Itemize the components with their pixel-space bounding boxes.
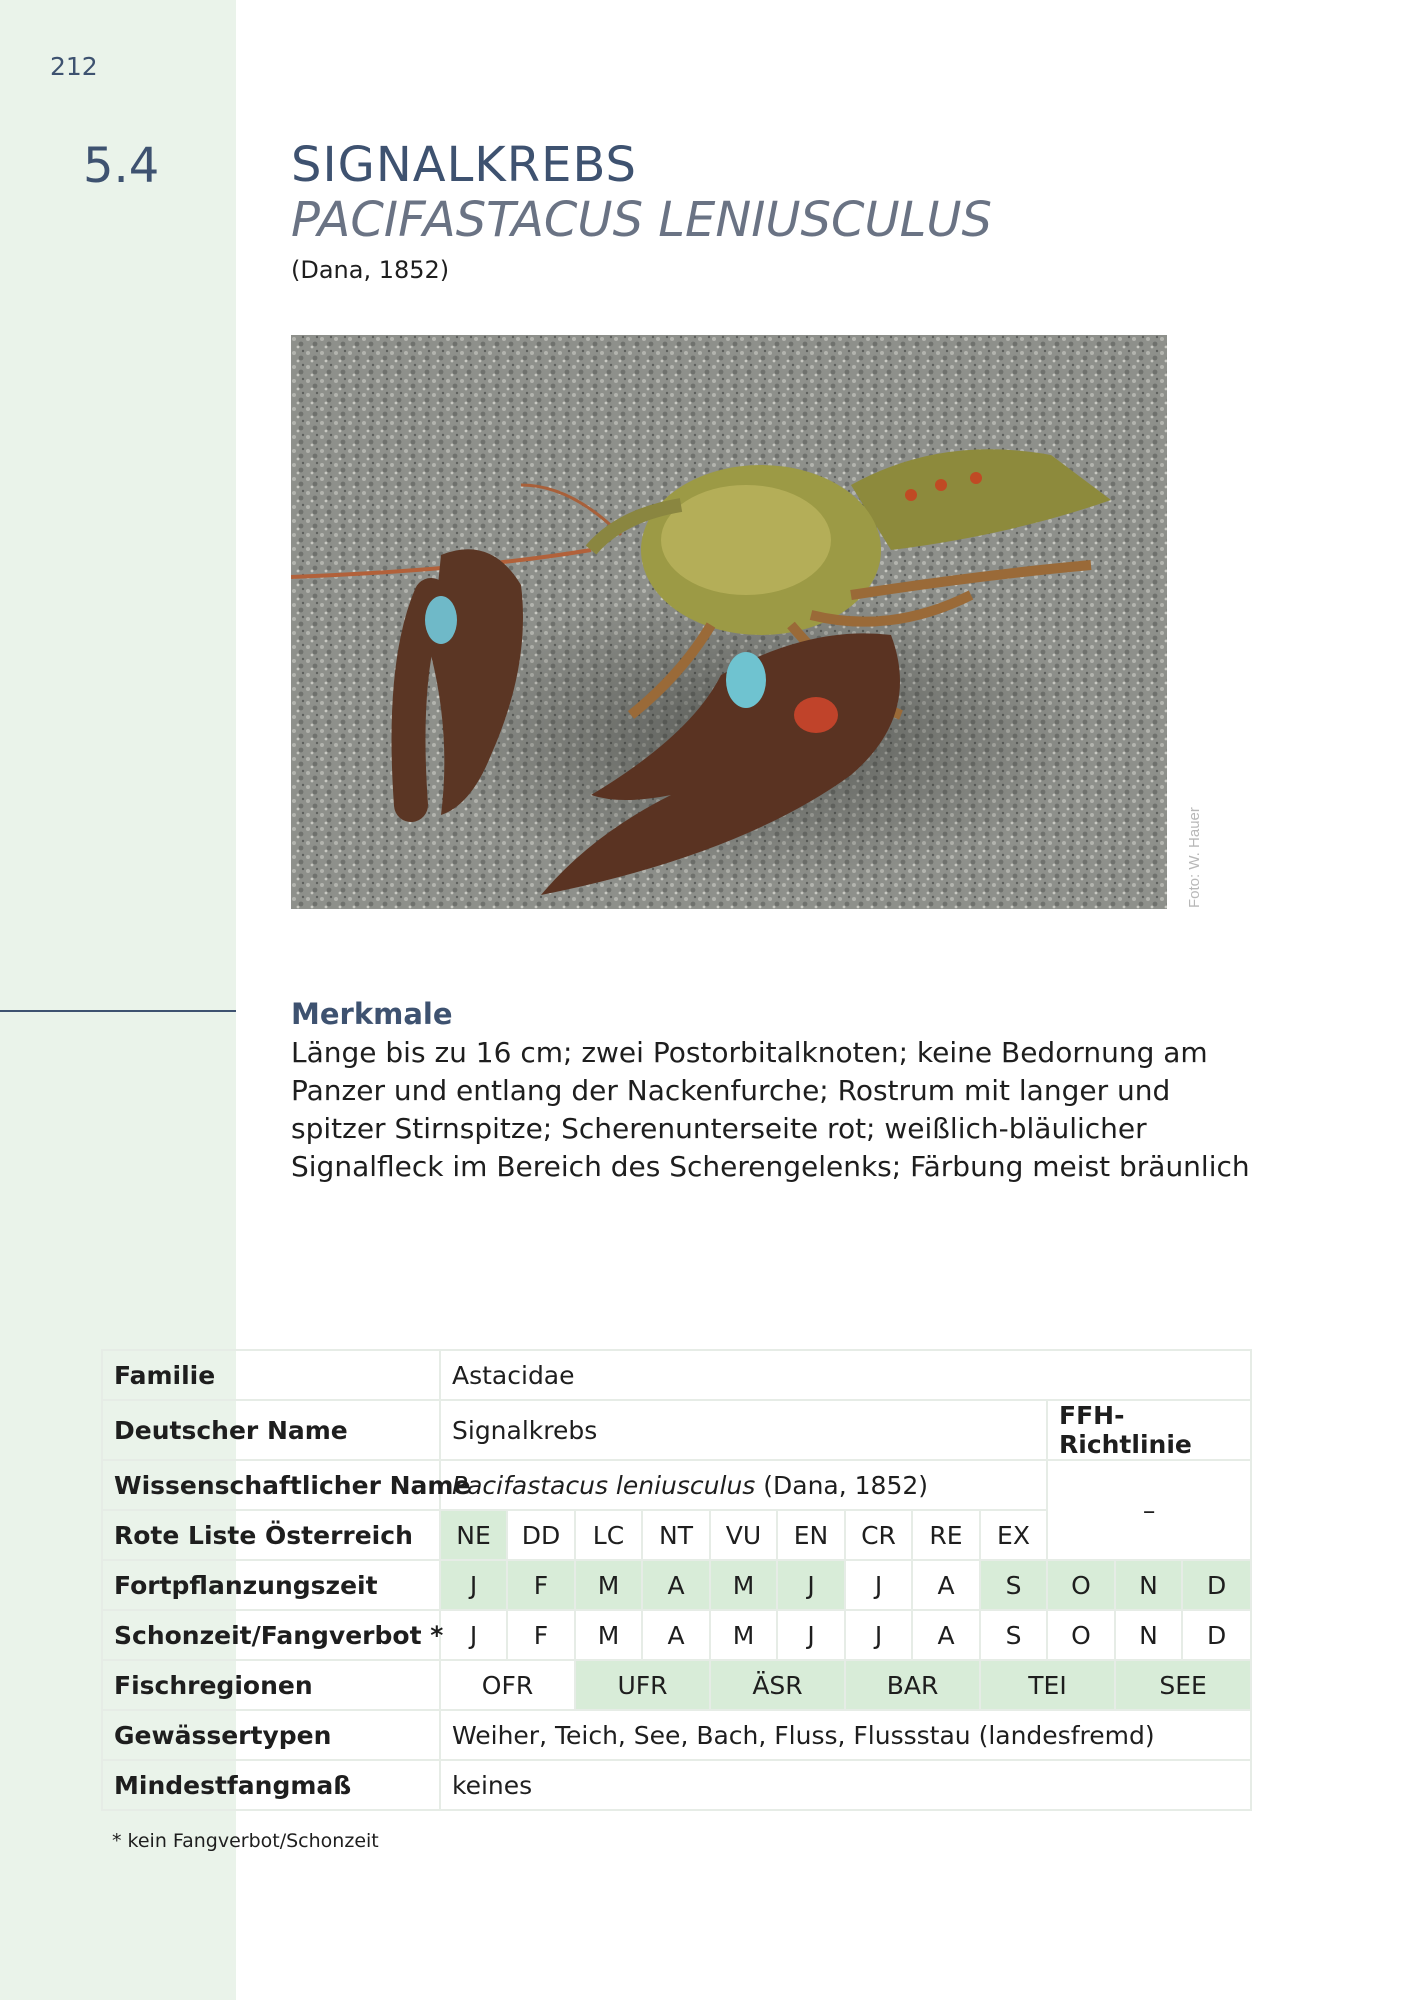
label-german-name: Deutscher Name: [102, 1400, 440, 1460]
fish-region-cell: TEI: [980, 1660, 1115, 1710]
fish-region-cell: BAR: [845, 1660, 980, 1710]
closed-season-month: N: [1115, 1610, 1182, 1660]
closed-season-month: D: [1182, 1610, 1251, 1660]
closed-season-month: A: [912, 1610, 980, 1660]
reproduction-month: D: [1182, 1560, 1251, 1610]
features-section: [291, 996, 1251, 1186]
crayfish-photo: [291, 335, 1167, 909]
label-closed-season: Schonzeit/Fangverbot *: [102, 1610, 440, 1660]
row-min-size: [102, 1760, 1251, 1810]
reproduction-month: O: [1047, 1560, 1115, 1610]
page-number: 212: [50, 52, 98, 81]
label-red-list: Rote Liste Österreich: [102, 1510, 440, 1560]
closed-season-month: A: [642, 1610, 710, 1660]
label-scientific-name: Wissenschaftlicher Name: [102, 1460, 440, 1510]
fish-region-cell: OFR: [440, 1660, 575, 1710]
closed-season-month: J: [845, 1610, 912, 1660]
row-reproduction: [102, 1560, 1251, 1610]
photo-credit: Foto: W. Hauer: [1186, 807, 1203, 908]
red-list-cell: NT: [642, 1510, 710, 1560]
value-german-name: Signalkrebs: [440, 1400, 1047, 1460]
label-min-size: Mindestfangmaß: [102, 1760, 440, 1810]
reproduction-month: J: [845, 1560, 912, 1610]
features-text: Länge bis zu 16 cm; zwei Postorbitalknoten; keine Bedornung am Panzer und entlang der Nackenfurche; Rostrum mit langer und spitzer Stirnspitze; Scherenunterseite rot; weißlich-bläulicher Signalfleck im Bereich des Scherengelenks; Färbung meist bräunlich: [291, 1036, 1250, 1183]
value-water-types: Weiher, Teich, See, Bach, Fluss, Flussstau (landesfremd): [440, 1710, 1251, 1760]
red-list-cell: LC: [575, 1510, 642, 1560]
title-block: [291, 138, 992, 284]
reproduction-month: J: [440, 1560, 507, 1610]
species-author: (Dana, 1852): [291, 256, 450, 284]
fish-region-cell: UFR: [575, 1660, 710, 1710]
closed-season-month: O: [1047, 1610, 1115, 1660]
closed-season-month: S: [980, 1610, 1047, 1660]
red-list-cell: DD: [507, 1510, 575, 1560]
red-list-cell: VU: [710, 1510, 777, 1560]
value-min-size: keines: [440, 1760, 1251, 1810]
scientific-name-italic: Pacifastacus leniusculus: [452, 1470, 756, 1500]
reproduction-month: J: [777, 1560, 845, 1610]
label-fish-regions: Fischregionen: [102, 1660, 440, 1710]
species-info-table: [101, 1349, 1252, 1811]
fish-region-cell: ÄSR: [710, 1660, 845, 1710]
features-heading: Merkmale: [291, 997, 453, 1031]
row-water-types: [102, 1710, 1251, 1760]
closed-season-month: M: [575, 1610, 642, 1660]
reproduction-month: S: [980, 1560, 1047, 1610]
ffh-value: –: [1047, 1460, 1251, 1560]
row-fish-regions: [102, 1660, 1251, 1710]
reproduction-month: M: [710, 1560, 777, 1610]
section-number: 5.4: [83, 138, 160, 194]
reproduction-month: M: [575, 1560, 642, 1610]
reproduction-month: A: [912, 1560, 980, 1610]
value-family: Astacidae: [440, 1350, 1251, 1400]
footnote: * kein Fangverbot/Schonzeit: [112, 1830, 379, 1852]
divider: [0, 1010, 236, 1012]
fish-region-cell: SEE: [1115, 1660, 1251, 1710]
label-reproduction: Fortpflanzungszeit: [102, 1560, 440, 1610]
red-list-cell: NE: [440, 1510, 507, 1560]
red-list-cell: EN: [777, 1510, 845, 1560]
label-family: Familie: [102, 1350, 440, 1400]
red-list-cell: RE: [912, 1510, 980, 1560]
reproduction-month: F: [507, 1560, 575, 1610]
species-title-scientific: PACIFASTACUS LENIUSCULUS: [291, 192, 993, 248]
scientific-name-author: (Dana, 1852): [755, 1470, 929, 1500]
red-list-cell: CR: [845, 1510, 912, 1560]
closed-season-month: J: [440, 1610, 507, 1660]
ffh-label: FFH-Richtlinie: [1047, 1400, 1251, 1460]
row-scientific-name: [102, 1460, 1251, 1510]
species-title-german: SIGNALKREBS: [291, 137, 638, 193]
closed-season-month: F: [507, 1610, 575, 1660]
row-closed-season: [102, 1610, 1251, 1660]
label-water-types: Gewässertypen: [102, 1710, 440, 1760]
red-list-cell: EX: [980, 1510, 1047, 1560]
closed-season-month: J: [777, 1610, 845, 1660]
value-scientific-name: [440, 1460, 1047, 1510]
reproduction-month: A: [642, 1560, 710, 1610]
row-family: [102, 1350, 1251, 1400]
closed-season-month: M: [710, 1610, 777, 1660]
reproduction-month: N: [1115, 1560, 1182, 1610]
row-german-name: [102, 1400, 1251, 1460]
